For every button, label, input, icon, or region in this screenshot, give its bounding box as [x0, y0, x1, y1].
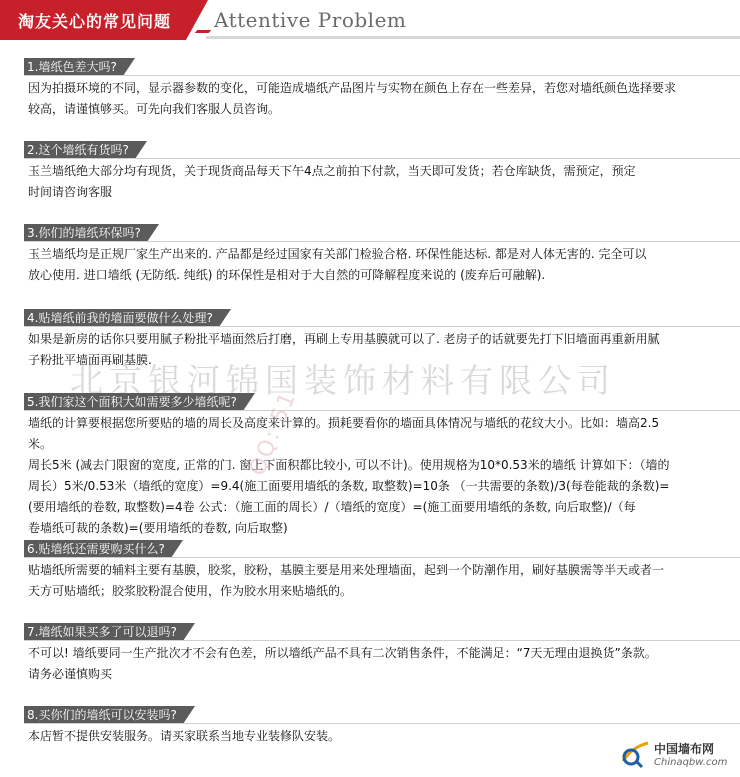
answer-line: 时间请咨询客服 — [28, 185, 113, 199]
header-title-en: Attentive Problem — [214, 8, 407, 32]
answer-line: 周长5米 (减去门限窗的宽度, 正常的门. 窗上下面积都比较小, 可以不计)。使用规格为10*0.53米的墙纸 计算如下：（墙的 — [28, 458, 670, 472]
answer-line: 本店暂不提供安装服务。请买家联系当地专业装修队安装。 — [28, 729, 341, 743]
faq-question: 7.墙纸如果买多了可以退吗? — [24, 623, 183, 641]
faq-item-1 — [0, 56, 740, 120]
answer-line: 贴墙纸所需要的辅料主要有基膜，胶浆，胶粉，基膜主要是用来处理墙面，起到一个防潮作用，刷好基膜需等半天或者一 — [28, 563, 665, 577]
answer-line: 周长）5米/0.53米（墙纸的宽度）=9.4(施工面要用墙纸的条数, 取整数)=10条 （一共需要的条数)/3(每卷能裁的条数)= — [28, 479, 670, 493]
faq-item-5 — [0, 391, 740, 539]
answer-line: 因为拍摄环境的不同，显示器参数的变化，可能造成墙纸产品图片与实物在颜色上存在一些差异，若您对墙纸颜色选择要求 — [28, 81, 677, 95]
faq-answer — [28, 244, 678, 286]
company-watermark: 北京银河锦国装饰材料有限公司 — [70, 361, 616, 400]
faq-answer — [28, 560, 678, 602]
faq-question: 8.买你们的墙纸可以安装吗? — [24, 706, 183, 724]
faq-question: 4.贴墙纸前我的墙面要做什么处理? — [24, 309, 219, 327]
faq-answer — [28, 161, 678, 203]
logo-name-cn: 中国墙布网 — [654, 742, 715, 756]
faq-question: 5.我们家这个面积大如需要多少墙纸呢? — [24, 393, 243, 411]
answer-line: 较高，请谨慎够买。可先向我们客服人员咨询。 — [28, 102, 281, 116]
faq-question: 2.这个墙纸有货吗? — [24, 141, 135, 159]
faq-item-6 — [0, 538, 740, 602]
answer-line: 放心使用. 进口墙纸 (无防纸. 纯纸) 的环保性是相对于大自然的可降解程度来说的 (废弃后可融解). — [28, 268, 546, 282]
answer-line: 天方可贴墙纸；胶浆胶粉混合使用，作为胶水用来贴墙纸的。 — [28, 584, 353, 598]
page-header — [0, 0, 740, 40]
answer-line: 玉兰墙纸绝大部分均有现货，关于现货商品每天下午4点之前拍下付款，当天即可发货；若仓库缺货，需预定，预定 — [28, 164, 636, 178]
answer-line: (要用墙纸的卷数, 取整数)=4卷 公式：（施工面的周长）/（墙纸的宽度）=(施工面要用墙纸的条数, 向后取整)/（每 — [28, 500, 636, 514]
answer-line: 不可以! 墙纸要同一生产批次才不会有色差，所以墙纸产品不具有二次销售条件，不能满足：“7天无理由退换货”条款。 — [28, 646, 657, 660]
answer-line: 卷墙纸可裁的条数)=(要用墙纸的卷数, 向后取整) — [28, 521, 288, 535]
header-wedge — [186, 0, 208, 40]
logo-name-en: Chinaqbw.com — [654, 757, 728, 768]
faq-item-3 — [0, 222, 740, 286]
qq-watermark: QQ: 51 — [245, 387, 302, 480]
answer-line: 子粉批平墙面再刷基膜. — [28, 353, 152, 367]
site-logo — [620, 737, 735, 773]
faq-question: 6.贴墙纸还需要购买什么? — [24, 540, 171, 558]
header-rule — [206, 36, 740, 39]
faq-answer — [28, 643, 678, 685]
answer-line: 如果是新房的话你只要用腻子粉批平墙面然后打磨，再刷上专用基膜就可以了. 老房子的话就要先打下旧墙面再重新用腻 — [28, 332, 660, 346]
logo-swoosh-icon — [620, 739, 650, 769]
faq-answer — [28, 413, 678, 539]
answer-line: 墙纸的计算要根据您所要贴的墙的周长及高度来计算的。损耗要看你的墙面具体情况与墙纸的花纹大小。比如：墙高2.5米。 — [28, 416, 660, 451]
faq-answer — [28, 726, 678, 747]
header-title-cn: 淘友关心的常见问题 — [18, 12, 172, 31]
header-accent-tick — [195, 30, 212, 33]
answer-line: 请务必谨慎购买 — [28, 667, 113, 681]
faq-answer — [28, 78, 678, 120]
faq-question: 1.墙纸色差大吗? — [24, 58, 123, 76]
answer-line: 玉兰墙纸均是正规厂家生产出来的. 产品都是经过国家有关部门检验合格. 环保性能达标. 都是对人体无害的. 完全可以 — [28, 247, 647, 261]
faq-item-7 — [0, 621, 740, 685]
faq-item-2 — [0, 139, 740, 203]
faq-question: 3.你们的墙纸环保吗? — [24, 224, 147, 242]
